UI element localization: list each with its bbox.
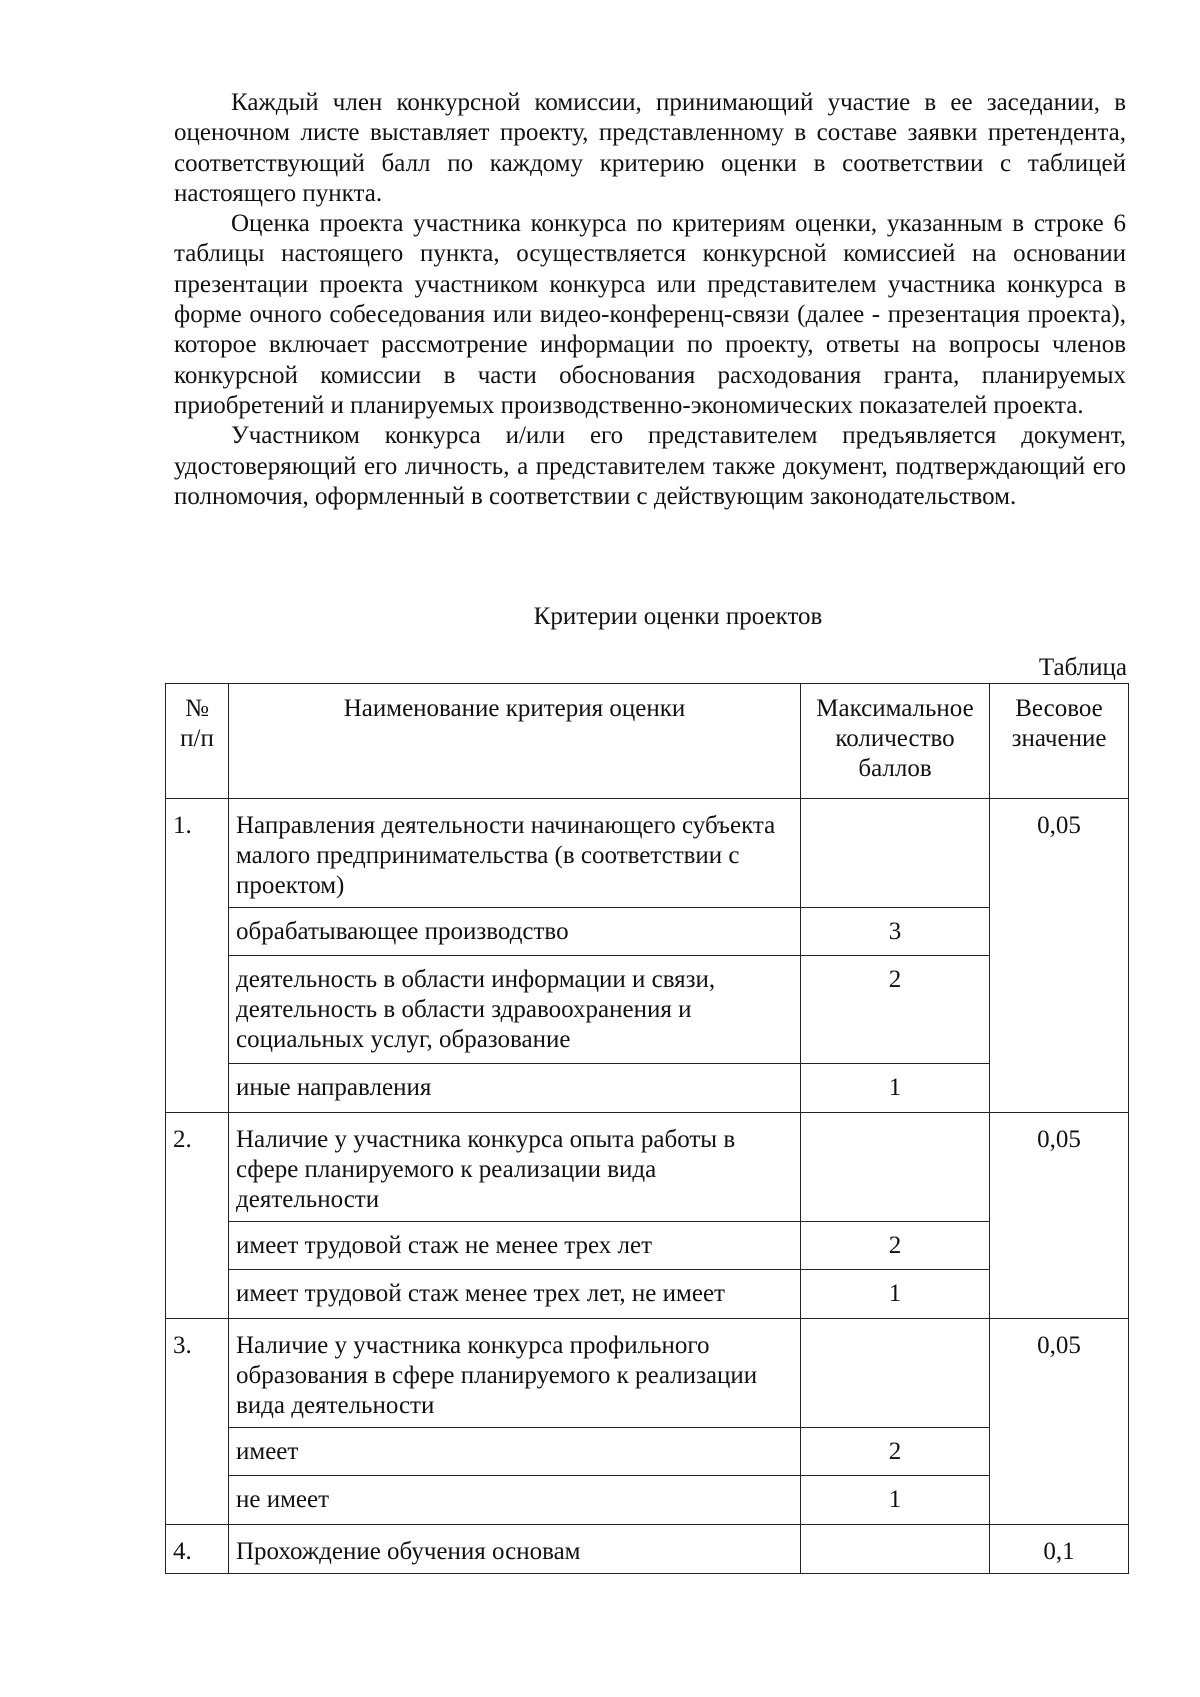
criterion-points — [801, 1319, 990, 1428]
criterion-option-row — [166, 1064, 1129, 1113]
option-points: 1 — [801, 1476, 990, 1525]
criterion-number: 4. — [166, 1525, 229, 1574]
body-text — [174, 88, 1126, 512]
option-label: иные направления — [229, 1064, 801, 1113]
criterion-weight: 0,05 — [990, 1113, 1129, 1319]
criterion-option-row — [166, 1270, 1129, 1319]
option-label: имеет трудовой стаж менее трех лет, не имеет — [229, 1270, 801, 1319]
criterion-row — [166, 799, 1129, 908]
criterion-weight: 0,1 — [990, 1525, 1129, 1574]
paragraph-1: Каждый член конкурсной комиссии, принимающий участие в ее заседании, в оценочном листе выставляет проекту, представленному в составе заявки претендента, соответствующий балл по каждому критерию оценки в соответствии с таблицей настоящего пункта. — [174, 89, 1126, 207]
option-points: 1 — [801, 1064, 990, 1113]
criterion-option-row — [166, 1428, 1129, 1476]
option-label: не имеет — [229, 1476, 801, 1525]
header-max-points: Максимальное количество баллов — [801, 684, 990, 799]
option-points: 2 — [801, 956, 990, 1064]
option-points: 3 — [801, 908, 990, 956]
option-points: 1 — [801, 1270, 990, 1319]
criterion-name: Прохождение обучения основам — [229, 1525, 801, 1574]
option-points: 2 — [801, 1428, 990, 1476]
criterion-row — [166, 1525, 1129, 1574]
paragraph-3: Участником конкурса и/или его представителем предъявляется документ, удостоверяющий его личность, а представителем также документ, подтверждающий его полномочия, оформленный в соответствии с действующим законодательством. — [174, 422, 1126, 510]
criterion-weight: 0,05 — [990, 799, 1129, 1113]
header-num: № п/п — [166, 684, 229, 799]
paragraph-2: Оценка проекта участника конкурса по критериям оценки, указанным в строке 6 таблицы настоящего пункта, осуществляется конкурсной комиссией на основании презентации проекта участником конкурса или представителем участника конкурса в форме очного собеседования или видео-конференц-связи (далее - презентация проекта), которое включает рассмотрение информации по проекту, ответы на вопросы членов конкурсной комиссии в части обоснования расходования гранта, планируемых приобретений и планируемых производственно-экономических показателей проекта. — [174, 210, 1126, 419]
table-title: Критерии оценки проектов — [533, 603, 823, 630]
criterion-row — [166, 1319, 1129, 1428]
criterion-points — [801, 799, 990, 908]
option-points: 2 — [801, 1222, 990, 1270]
option-label: имеет — [229, 1428, 801, 1476]
criterion-name: Направления деятельности начинающего субъекта малого предпринимательства (в соответствии с проектом) — [229, 799, 801, 908]
criterion-option-row — [166, 956, 1129, 1064]
criteria-table-body — [166, 684, 1129, 1574]
criterion-option-row — [166, 908, 1129, 956]
criterion-row — [166, 1113, 1129, 1222]
criterion-points — [801, 1113, 990, 1222]
criteria-table — [165, 683, 1129, 1574]
criterion-option-row — [166, 1222, 1129, 1270]
option-label: деятельность в области информации и связи, деятельность в области здравоохранения и социальных услуг, образование — [229, 956, 801, 1064]
criterion-number: 2. — [166, 1113, 229, 1319]
option-label: обрабатывающее производство — [229, 908, 801, 956]
option-label: имеет трудовой стаж не менее трех лет — [229, 1222, 801, 1270]
criterion-number: 1. — [166, 799, 229, 1113]
criterion-number: 3. — [166, 1319, 229, 1525]
table-header-row — [166, 684, 1129, 799]
header-weight: Весовое значение — [990, 684, 1129, 799]
criterion-points — [801, 1525, 990, 1574]
header-criterion-name: Наименование критерия оценки — [229, 684, 801, 799]
criterion-option-row — [166, 1476, 1129, 1525]
criterion-name: Наличие у участника конкурса профильного образования в сфере планируемого к реализации вида деятельности — [229, 1319, 801, 1428]
table-label: Таблица — [1038, 654, 1127, 681]
criterion-name: Наличие у участника конкурса опыта работы в сфере планируемого к реализации вида деятельности — [229, 1113, 801, 1222]
criterion-weight: 0,05 — [990, 1319, 1129, 1525]
